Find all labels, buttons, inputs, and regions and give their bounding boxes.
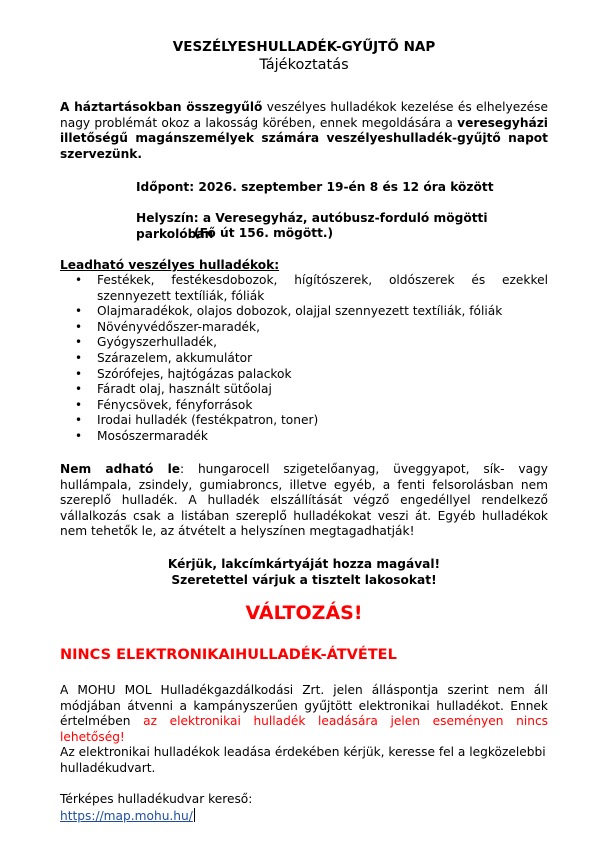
no-electronic-waste-heading: NINCS ELEKTRONIKAIHULLADÉK-ÁTVÉTEL	[60, 647, 397, 663]
intro-paragraph	[60, 100, 548, 162]
accepted-waste-heading: Leadható veszélyes hulladékok:	[60, 258, 280, 272]
intro-text: veszélyes hulladékok kezelése és elhelyezése nagy problémát okoz a lakosság körében, ennek megoldására a	[60, 100, 548, 130]
not-accepted-label: Nem adható le	[60, 462, 181, 476]
bullet-icon: •	[75, 335, 83, 350]
text-cursor	[194, 808, 195, 822]
not-accepted-paragraph	[60, 462, 548, 540]
mohu-warning-text: az elektronikai hulladék leadására jelen eseményen nincs lehetőség!	[60, 714, 548, 744]
bullet-icon: •	[75, 413, 83, 428]
intro-bold-end: veresegyházi illetőségű magánszemélyek számára veszélyeshulladék-gyűjtő napot szervezünk.	[60, 115, 548, 161]
map-link[interactable]: https://map.mohu.hu/	[60, 809, 193, 823]
mohu-text: A MOHU MOL Hulladékgazdálkodási Zrt. jelen álláspontja szerint nem áll módjában átvenni a kampányszerűen gyűjtött elektronikai hulladékot. Ennek értelmében	[60, 683, 548, 729]
bullet-icon: •	[75, 428, 83, 443]
bullet-icon: •	[75, 397, 83, 412]
change-heading: VÁLTOZÁS!	[245, 602, 363, 624]
map-search-label: Térképes hulladékudvar kereső:	[60, 792, 253, 806]
list-item: • Növényvédőszer-maradék,	[75, 319, 260, 334]
list-item: • Mosószermaradék	[75, 428, 208, 443]
event-location: Helyszín: a Veresegyház, autóbusz-forduló mögötti parkolóban	[136, 211, 488, 241]
bullet-icon: •	[75, 319, 83, 334]
list-item: • Olajmaradékok, olajos dobozok, olajjal szennyezett textíliák, fóliák	[75, 304, 503, 319]
event-location-address: (Fő út 156. mögött.)	[194, 226, 334, 240]
page-subtitle: Tájékoztatás	[259, 57, 349, 73]
intro-bold-start: A háztartásokban összegyűlő	[60, 100, 263, 114]
bullet-icon: •	[75, 366, 83, 381]
bullet-icon: •	[75, 382, 83, 397]
bullet-icon: •	[75, 304, 83, 319]
bullet-icon: •	[75, 350, 83, 365]
page-title: VESZÉLYESHULLADÉK-GYŰJTŐ NAP	[172, 39, 436, 55]
list-item: • Fáradt olaj, használt sütőolaj	[75, 382, 272, 397]
bring-card-notice: Kérjük, lakcímkártyáját hozza magával!	[167, 557, 441, 571]
not-accepted-text: : hungarocell szigetelőanyag, üveggyapot, sík- vagy hullámpala, zsindely, gumiabroncs, illetve egyéb, a fenti felsorolásban nem szereplő hulladék. A hulladék elszállítását végző engedéllyel rendelkező vállalkozás csak a listában szereplő hulladékokat veszi át. Egyéb hulladékok nem tehetők le, az átvételt a helyszínen megtagadhatják!	[60, 462, 548, 539]
list-item: • Szórófejes, hajtógázas palackok	[75, 366, 292, 381]
accepted-waste-list	[60, 273, 548, 445]
bullet-icon: •	[75, 273, 83, 287]
list-item: • Fénycsövek, fényforrások	[75, 397, 253, 412]
list-item: • Festékek, festékesdobozok, hígítószerek, oldószerek és ezekkel szennyezett textíliák, fóliák	[75, 273, 548, 303]
welcome-text: Szeretettel várjuk a tisztelt lakosokat!	[171, 573, 437, 587]
list-item: • Gyógyszerhulladék,	[75, 335, 217, 350]
map-link-row	[60, 808, 195, 825]
list-item: • Irodai hulladék (festékpatron, toner)	[75, 413, 319, 428]
waste-yard-paragraph: Az elektronikai hulladékok leadása érdekében kérjük, keresse fel a legközelebbi hulladékudvart.	[60, 745, 546, 775]
mohu-paragraph	[60, 683, 548, 745]
event-date: Időpont: 2026. szeptember 19-én 8 és 12 óra között	[136, 180, 494, 194]
list-item: • Szárazelem, akkumulátor	[75, 350, 253, 365]
